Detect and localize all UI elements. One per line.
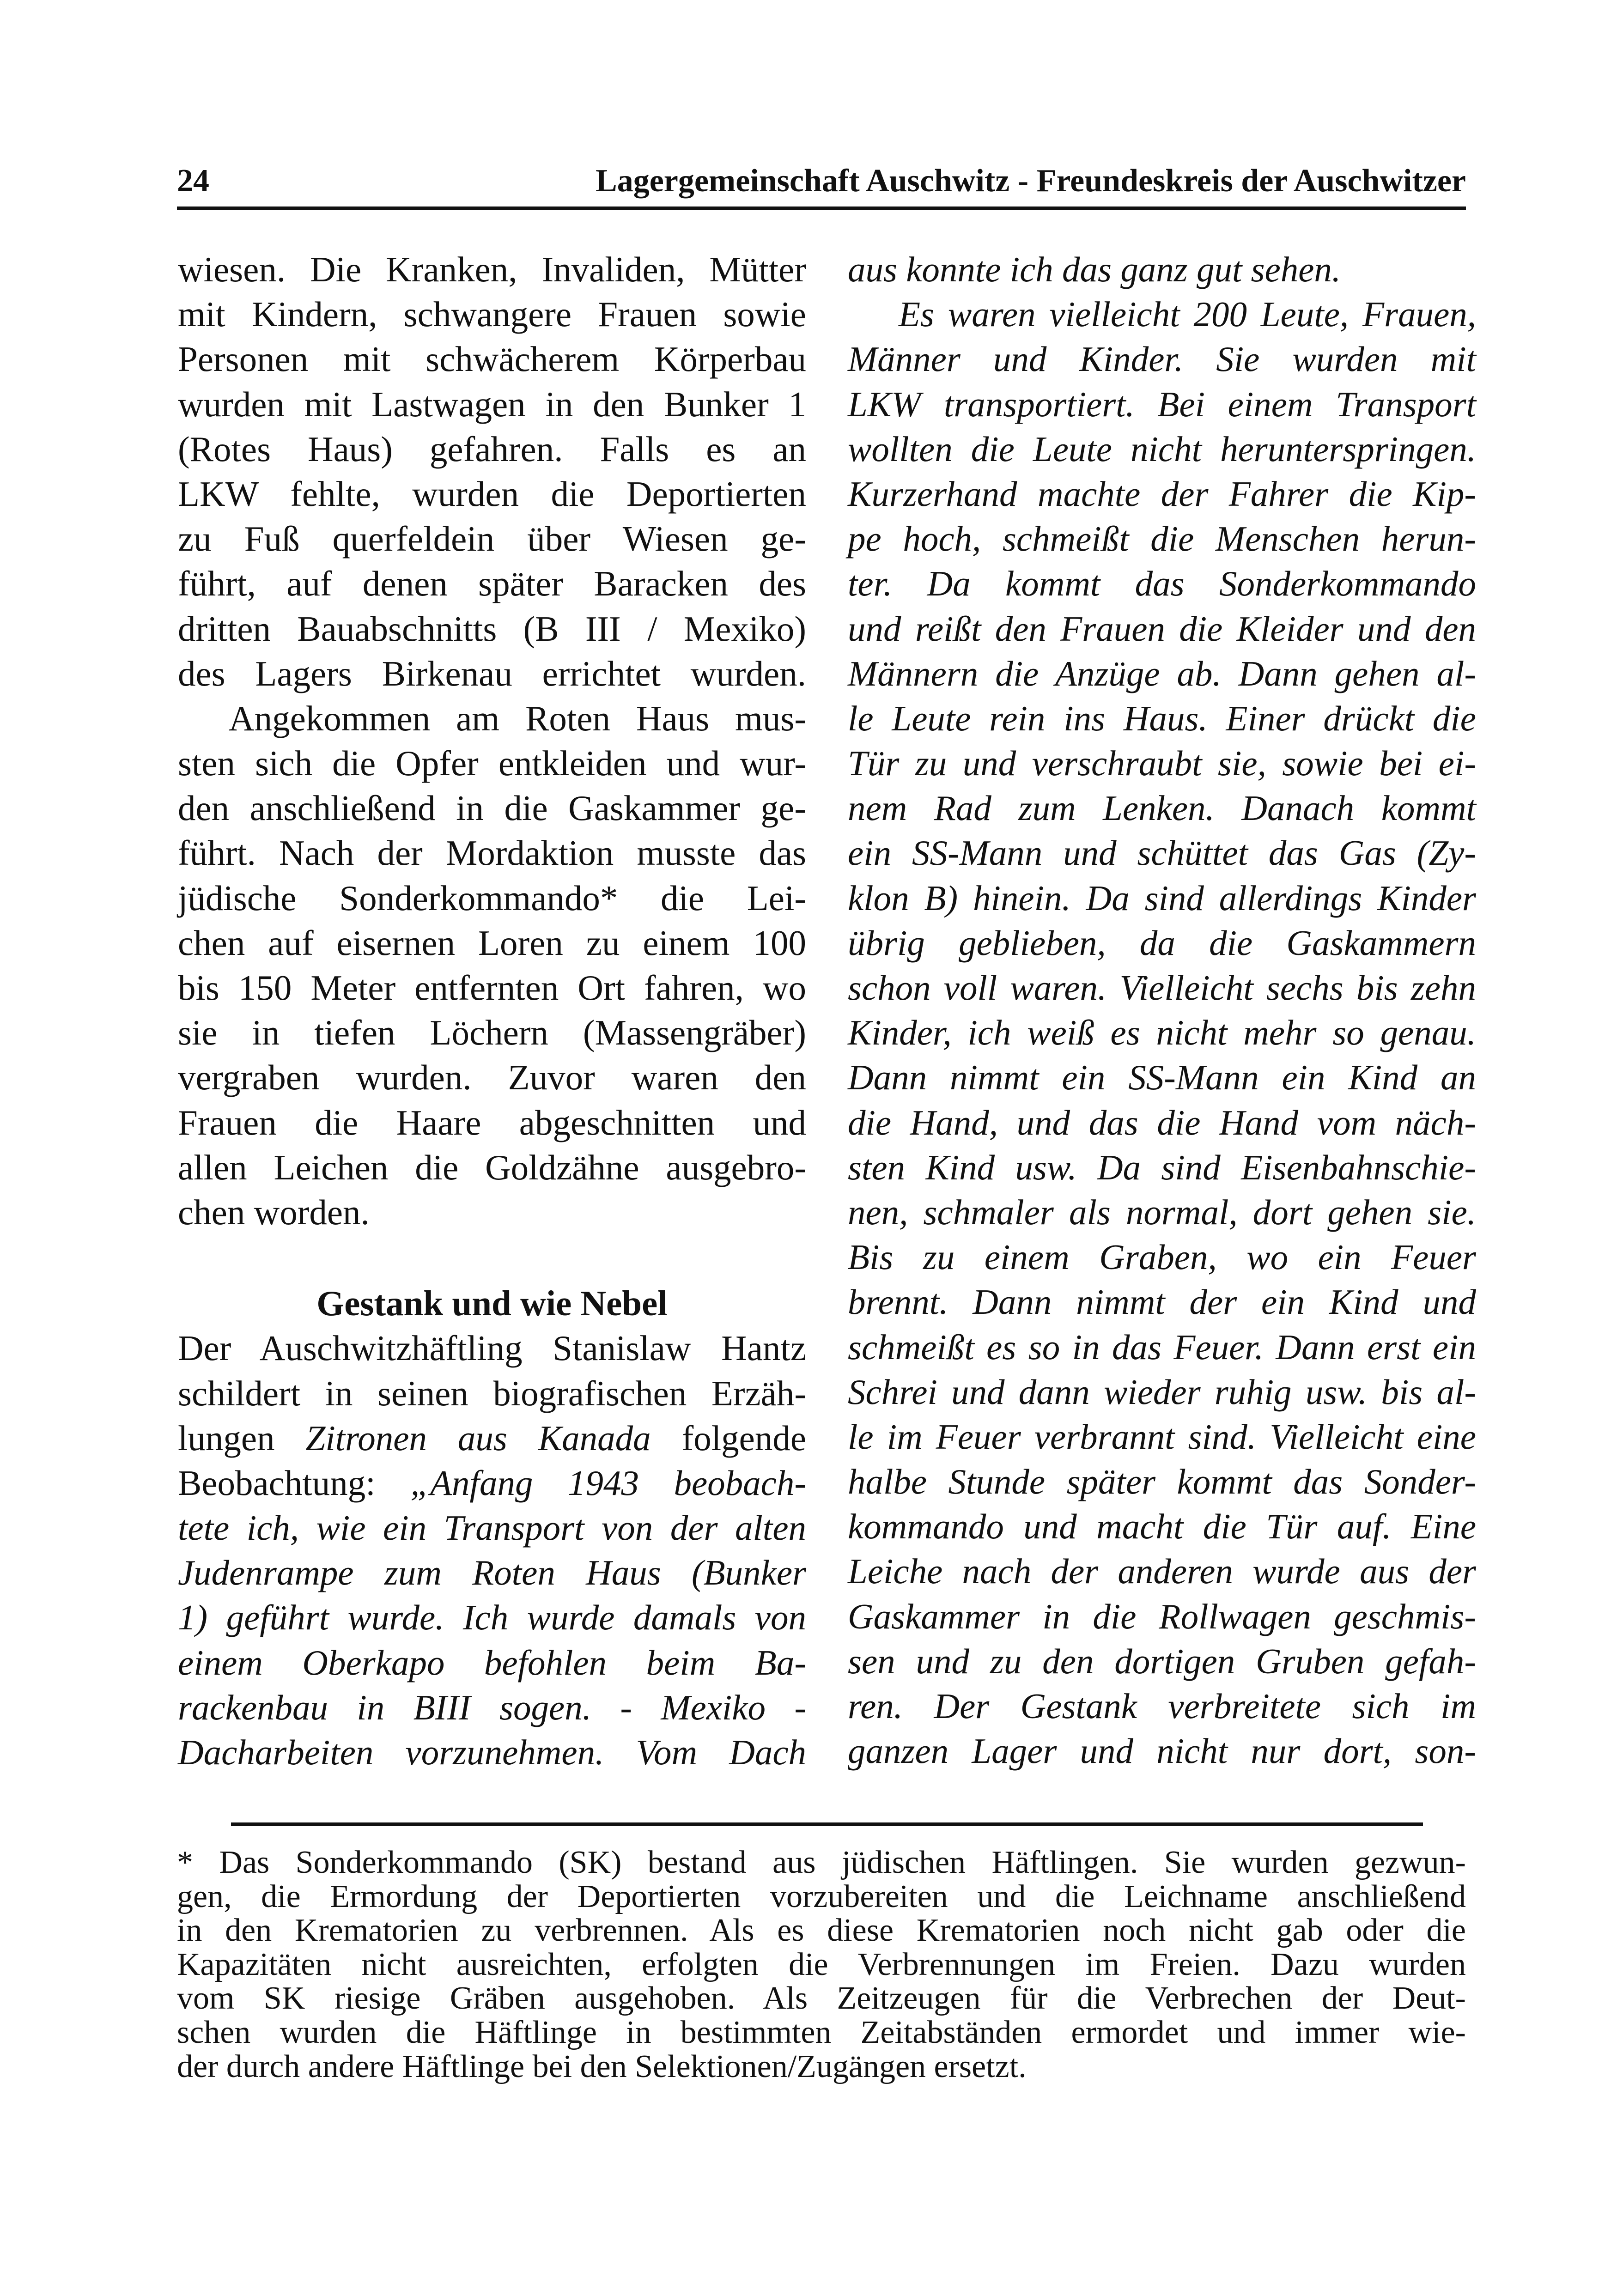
quote-line: Dacharbeiten vorzunehmen. Vom Dach [178,1732,806,1772]
footnote-line: * Das Sonderkommando (SK) bestand aus jüdischen Häftlingen. Sie wurden gezwun- [177,1845,1466,1880]
quote-line: tete ich, wie ein Transport von der alten [178,1508,806,1548]
section-gap [178,1235,806,1281]
quote-line: ter. Da kommt das Sonderkommando [848,564,1476,604]
quote-line: Kurzerhand machte der Fahrer die Kip- [848,474,1476,514]
text-line: wurden mit Lastwagen in den Bunker 1 [178,384,806,424]
page-header [177,157,1466,210]
quote-line: Judenrampe zum Roten Haus (Bunker [178,1553,806,1593]
quote-line: ein SS-Mann und schüttet das Gas (Zy- [848,833,1476,873]
quote-line: 1) geführt wurde. Ich wurde damals von [178,1597,806,1638]
quote-line: Leiche nach der anderen wurde aus der [848,1551,1476,1591]
text-line: wiesen. Die Kranken, Invaliden, Mütter [178,249,806,289]
quote-line: übrig geblieben, da die Gaskammern [848,923,1476,963]
quote-line: LKW transportiert. Bei einem Transport [848,384,1476,424]
text-line: führt. Nach der Mordaktion musste das [178,833,806,873]
quote-segment: „Anfang 1943 beobach- [410,1463,806,1503]
text-line: Personen mit schwächerem Körperbau [178,339,806,379]
footnote-line: Kapazitäten nicht ausreichten, erfolgten die Verbrennungen im Freien. Dazu wurden [177,1946,1466,1982]
quote-line: rackenbau in BIII sogen. - Mexiko - [178,1687,806,1727]
text-line: chen worden. [178,1192,370,1232]
quote-line: ren. Der Gestank verbreitete sich im [848,1686,1476,1726]
quote-line: sten Kind usw. Da sind Eisenbahnschie- [848,1147,1476,1187]
paragraph-intro [178,247,806,696]
header-rule [177,207,1466,210]
text-line: allen Leichen die Goldzähne ausgebro- [178,1147,806,1187]
quote-line: Männer und Kinder. Sie wurden mit [848,339,1476,379]
quote-line: brennt. Dann nimmt der ein Kind und [848,1282,1476,1322]
quote-line: le Leute rein ins Haus. Einer drückt die [848,698,1476,738]
text-line: schildert in seinen biografischen Erzäh- [178,1373,806,1413]
footnote-line: der durch andere Häftlinge bei den Selektionen/Zugängen ersetzt. [177,2048,1027,2084]
text-line: vergraben wurden. Zuvor waren den [178,1057,806,1098]
footnote-line: vom SK riesige Gräben ausgehoben. Als Zeitzeugen für die Verbrechen der Deut- [177,1980,1466,2017]
text-line: Frauen die Haare abgeschnitten und [178,1102,806,1142]
quote-line: schon voll waren. Vielleicht sechs bis zehn [848,968,1476,1008]
text-line: LKW fehlte, wurden die Deportierten [178,474,806,514]
text-segment: folgende [650,1418,806,1458]
footnote [177,1846,1466,2083]
right-column [848,247,1476,1774]
text-line: den anschließend in die Gaskammer ge- [178,788,806,828]
text-line: sie in tiefen Löchern (Massengräber) [178,1013,806,1053]
left-column [178,247,806,1775]
text-line: Der Auschwitzhäftling Stanislaw Hantz [178,1328,806,1368]
quote-line: Es waren vielleicht 200 Leute, Frauen, [899,294,1476,334]
quote-line: pe hoch, schmeißt die Menschen herun- [848,519,1476,559]
text-segment: Beobachtung: [178,1463,411,1503]
text-line: (Rotes Haus) gefahren. Falls es an [178,429,806,469]
paragraph-red-house [178,696,806,1235]
quote-line: schmeißt es so in das Feuer. Dann erst ein [848,1327,1476,1367]
quote-line: halbe Stunde später kommt das Sonder- [848,1462,1476,1502]
text-line: jüdische Sonderkommando* die Lei- [178,878,806,918]
page-number: 24 [177,163,209,199]
quote-line: Gaskammer in die Rollwagen geschmis- [848,1596,1476,1636]
quote-line: aus konnte ich das ganz gut sehen. [848,249,1341,289]
text-line: mit Kindern, schwangere Frauen sowie [178,294,806,334]
quote-line: wollten die Leute nicht herunterspringen. [848,429,1476,469]
quote-line: einem Oberkapo befohlen beim Ba- [178,1642,806,1683]
section-heading: Gestank und wie Nebel [316,1283,668,1324]
text-segment: lungen [178,1418,306,1458]
quote-line: Schrei und dann wieder ruhig usw. bis al- [848,1372,1476,1412]
quote-line: Bis zu einem Graben, wo ein Feuer [848,1237,1476,1277]
quote-line: und reißt den Frauen die Kleider und den [848,608,1476,649]
text-line: sten sich die Opfer entkleiden und wur- [178,743,806,784]
text-line: bis 150 Meter entfernten Ort fahren, wo [178,968,806,1008]
text-line: chen auf eisernen Loren zu einem 100 [178,923,806,963]
book-title: Zitronen aus Kanada [305,1418,651,1458]
footnote-rule [231,1822,1423,1826]
text-line [178,1416,806,1461]
text-line: führt, auf denen später Baracken des [178,564,806,604]
quote-line: nen, schmaler als normal, dort gehen sie. [848,1192,1476,1232]
footnote-line: schen wurden die Häftlinge in bestimmten Zeitabständen ermordet und immer wie- [177,2014,1466,2050]
quote-line: kommando und macht die Tür auf. Eine [848,1506,1476,1547]
quote-line: die Hand, und das die Hand vom näch- [848,1102,1476,1142]
text-line: des Lagers Birkenau errichtet wurden. [178,653,806,693]
text-line [178,1461,806,1506]
quote-line: klon B) hinein. Da sind allerdings Kinder [848,878,1476,918]
quote-line: Tür zu und verschraubt sie, sowie bei ei- [848,743,1476,784]
quote-paragraph [848,292,1476,1774]
footnote-line: gen, die Ermordung der Deportierten vorzubereiten und die Leichname anschließend [177,1878,1466,1914]
paragraph-hantz [178,1326,806,1775]
quote-line: Dann nimmt ein SS-Mann ein Kind an [848,1057,1476,1098]
text-line: zu Fuß querfeldein über Wiesen ge- [178,519,806,559]
footnote-line: in den Krematorien zu verbrennen. Als es diese Krematorien noch nicht gab oder die [177,1913,1466,1949]
quote-line: Männern die Anzüge ab. Dann gehen al- [848,653,1476,693]
quote-line: nem Rad zum Lenken. Danach kommt [848,788,1476,828]
quote-line: le im Feuer verbrannt sind. Vielleicht eine [848,1416,1476,1457]
running-title: Lagergemeinschaft Auschwitz - Freundeskreis der Auschwitzer [596,163,1466,199]
text-line: dritten Bauabschnitts (B III / Mexiko) [178,608,806,649]
quote-line: sen und zu den dortigen Gruben gefah- [848,1641,1476,1681]
quote-line: Kinder, ich weiß es nicht mehr so genau. [848,1013,1476,1053]
text-line: Angekommen am Roten Haus mus- [229,698,806,738]
quote-line: ganzen Lager und nicht nur dort, son- [848,1731,1476,1771]
